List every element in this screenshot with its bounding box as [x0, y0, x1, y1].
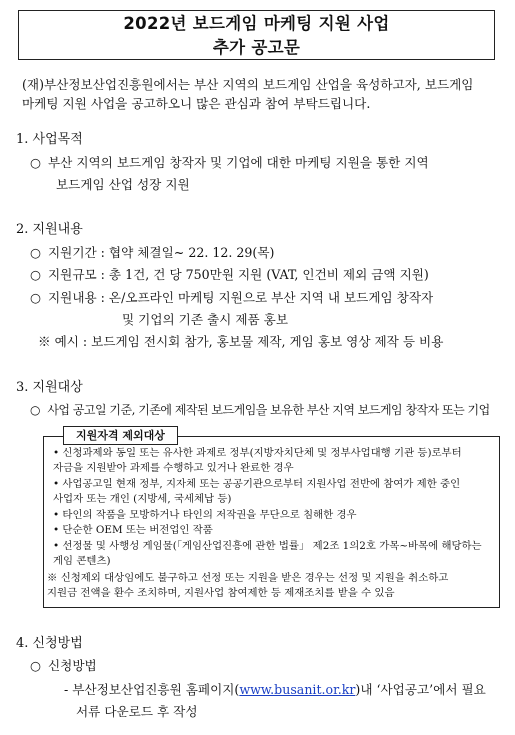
apply-item	[30, 657, 97, 676]
content-detail-line-1: 지원내용 : 온/오프라인 마케팅 지원으로 부산 지역 내 보드게임 창작자	[48, 290, 434, 305]
intro-line-2: 마케팅 지원 사업을 공고하오니 많은 관심과 참여 부탁드립니다.	[22, 95, 371, 111]
purpose-line-2: 보드게임 산업 성장 지원	[56, 177, 190, 192]
apply-sub-heading: 신청방법	[48, 658, 97, 673]
section-purpose-heading: 1. 사업목적	[16, 132, 83, 147]
circle-bullet-icon: ○	[30, 290, 41, 305]
circle-bullet-icon: ○	[30, 267, 41, 282]
content-example-note: ※ 예시 : 보드게임 전시회 참가, 홍보물 제작, 게임 홍보 영상 제작 등 비용	[38, 334, 444, 349]
content-detail	[30, 289, 433, 308]
apply-line-prefix: - 부산정보산업진흥원 홈페이지(	[64, 682, 240, 697]
purpose-line-1: 부산 지역의 보드게임 창작자 및 기업에 대한 마케팅 지원을 통한 지역	[48, 155, 429, 170]
content-period	[30, 244, 274, 263]
circle-bullet-icon: ○	[30, 155, 41, 170]
circle-bullet-icon: ○	[30, 658, 41, 673]
target-item	[30, 401, 490, 419]
section-target-heading: 3. 지원대상	[16, 380, 83, 395]
exclusion-note: ※ 신청제외 대상임에도 불구하고 선정 또는 지원을 받은 경우는 선정 및 지원을 취소하고	[47, 572, 449, 584]
content-scale	[30, 266, 429, 285]
exclusion-line: • 단순한 OEM 또는 버전업인 작품	[53, 524, 213, 536]
exclusion-line: • 타인의 작품을 모방하거나 타인의 저작권을 무단으로 침해한 경우	[53, 509, 357, 521]
section-content-heading: 2. 지원내용	[16, 222, 83, 237]
exclusion-line: 사업자 또는 개인 (지방세, 국세체납 등)	[53, 493, 232, 505]
exclusion-line: 게임 콘텐츠)	[53, 555, 111, 567]
exclusion-note: 지원금 전액을 환수 조치하며, 지원사업 참여제한 등 제재조치를 받을 수 있음	[47, 587, 395, 599]
intro-paragraph	[22, 76, 497, 114]
section-apply-heading: 4. 신청방법	[16, 636, 83, 651]
title-box	[18, 10, 495, 60]
purpose-item	[30, 154, 429, 173]
exclusion-line: • 선정물 및 사행성 게임물(「게임산업진흥에 관한 법률」 제2조 1의2호 가목~바목에 해당하는	[53, 540, 482, 552]
title-line-2: 추가 공고문	[212, 38, 301, 57]
content-detail-line-2: 및 기업의 기존 출시 제품 홍보	[122, 312, 289, 327]
content-scale-text: 지원규모 : 총 1건, 건 당 750만원 지원 (VAT, 인건비 제외 금액 지원)	[48, 267, 429, 282]
target-line-1: 사업 공고일 기준, 기존에 제작된 보드게임을 보유한 부산 지역 보드게임 창작자 또는 기업	[47, 403, 490, 417]
apply-line-1	[64, 681, 486, 700]
apply-line-2: 서류 다운로드 후 작성	[76, 704, 198, 719]
circle-bullet-icon: ○	[30, 245, 41, 260]
title-line-1: 2022년 보드게임 마케팅 지원 사업	[123, 14, 390, 33]
exclusion-line: • 신청과제와 동일 또는 유사한 과제로 정부(지방자치단체 및 정부사업대행 기관 등)로부터	[53, 447, 462, 459]
content-period-text: 지원기간 : 협약 체결일~ 22. 12. 29(목)	[48, 245, 275, 260]
exclusion-line: • 사업공고일 현재 정부, 지자체 또는 공공기관으로부터 지원사업 전반에 참여가 제한 중인	[53, 478, 461, 490]
homepage-link[interactable]: www.busanit.or.kr	[239, 682, 356, 697]
exclusion-line: 자금을 지원받아 과제를 수행하고 있거나 완료한 경우	[53, 462, 294, 474]
apply-line-suffix: )내 ‘사업공고’에서 필요	[355, 682, 486, 697]
exclusion-box-title: 지원자격 제외대상	[63, 426, 178, 445]
circle-bullet-icon: ○	[30, 403, 40, 417]
intro-line-1: (재)부산정보산업진흥원에서는 부산 지역의 보드게임 산업을 육성하고자, 보드게임	[22, 77, 474, 92]
